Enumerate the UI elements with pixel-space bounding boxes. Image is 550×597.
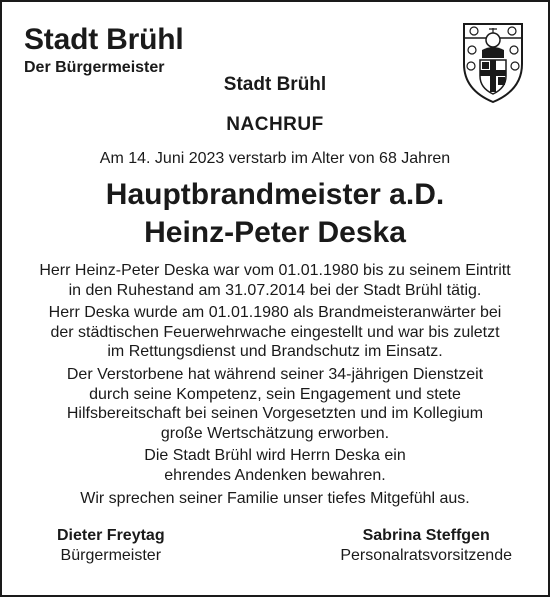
header-subtitle: Der Bürgermeister (24, 59, 165, 76)
body-line: große Wertschätzung erworben. (160, 424, 390, 442)
paragraph-career (16, 261, 534, 300)
deceased-name: Heinz-Peter Deska (144, 216, 406, 249)
paragraph-service (16, 303, 534, 362)
header-city: Stadt Brühl (24, 23, 184, 56)
paragraph-remembrance (16, 446, 534, 485)
body-line: der städtischen Feuerwehrwache eingestellt und war bis zuletzt (50, 323, 500, 341)
body-line: in den Ruhestand am 31.07.2014 bei der Stadt Brühl tätig. (68, 281, 482, 299)
paragraph-condolence (16, 489, 534, 509)
body-line: Der Verstorbene hat während seiner 34-jährigen Dienstzeit (66, 365, 484, 383)
notice-type: NACHRUF (226, 114, 324, 135)
obituary-body (16, 261, 534, 511)
body-line: Hilfsbereitschaft bei seinen Vorgesetzten und im Kollegium (66, 405, 484, 423)
paragraph-tribute (16, 365, 534, 443)
notice-city: Stadt Brühl (223, 74, 327, 95)
signatory-name: Dieter Freytag (57, 527, 165, 544)
signatory-name: Sabrina Steffgen (362, 527, 490, 544)
header-block (24, 24, 183, 78)
signatory-role: Personalratsvorsitzende (340, 547, 512, 564)
body-line: Herr Heinz-Peter Deska war vom 01.01.1980 bis zu seinem Eintritt (39, 262, 511, 279)
signature-staff-council (340, 526, 512, 566)
body-line: im Rettungsdienst und Brandschutz im Einsatz. (107, 343, 443, 361)
notice-intro: Am 14. Juni 2023 verstarb im Alter von 68 Jahren (99, 150, 451, 167)
signatory-role: Bürgermeister (60, 547, 162, 564)
signature-mayor (57, 526, 165, 566)
body-line: Wir sprechen seiner Familie unser tiefes Mitgefühl aus. (80, 489, 470, 507)
deceased-rank: Hauptbrandmeister a.D. (105, 178, 445, 211)
body-line: Die Stadt Brühl wird Herrn Deska ein (144, 447, 406, 465)
body-line: durch seine Kompetenz, sein Engagement und stete (89, 385, 461, 403)
body-line: ehrendes Andenken bewahren. (164, 466, 386, 484)
body-line: Herr Deska wurde am 01.01.1980 als Brandmeisteranwärter bei (48, 304, 502, 322)
